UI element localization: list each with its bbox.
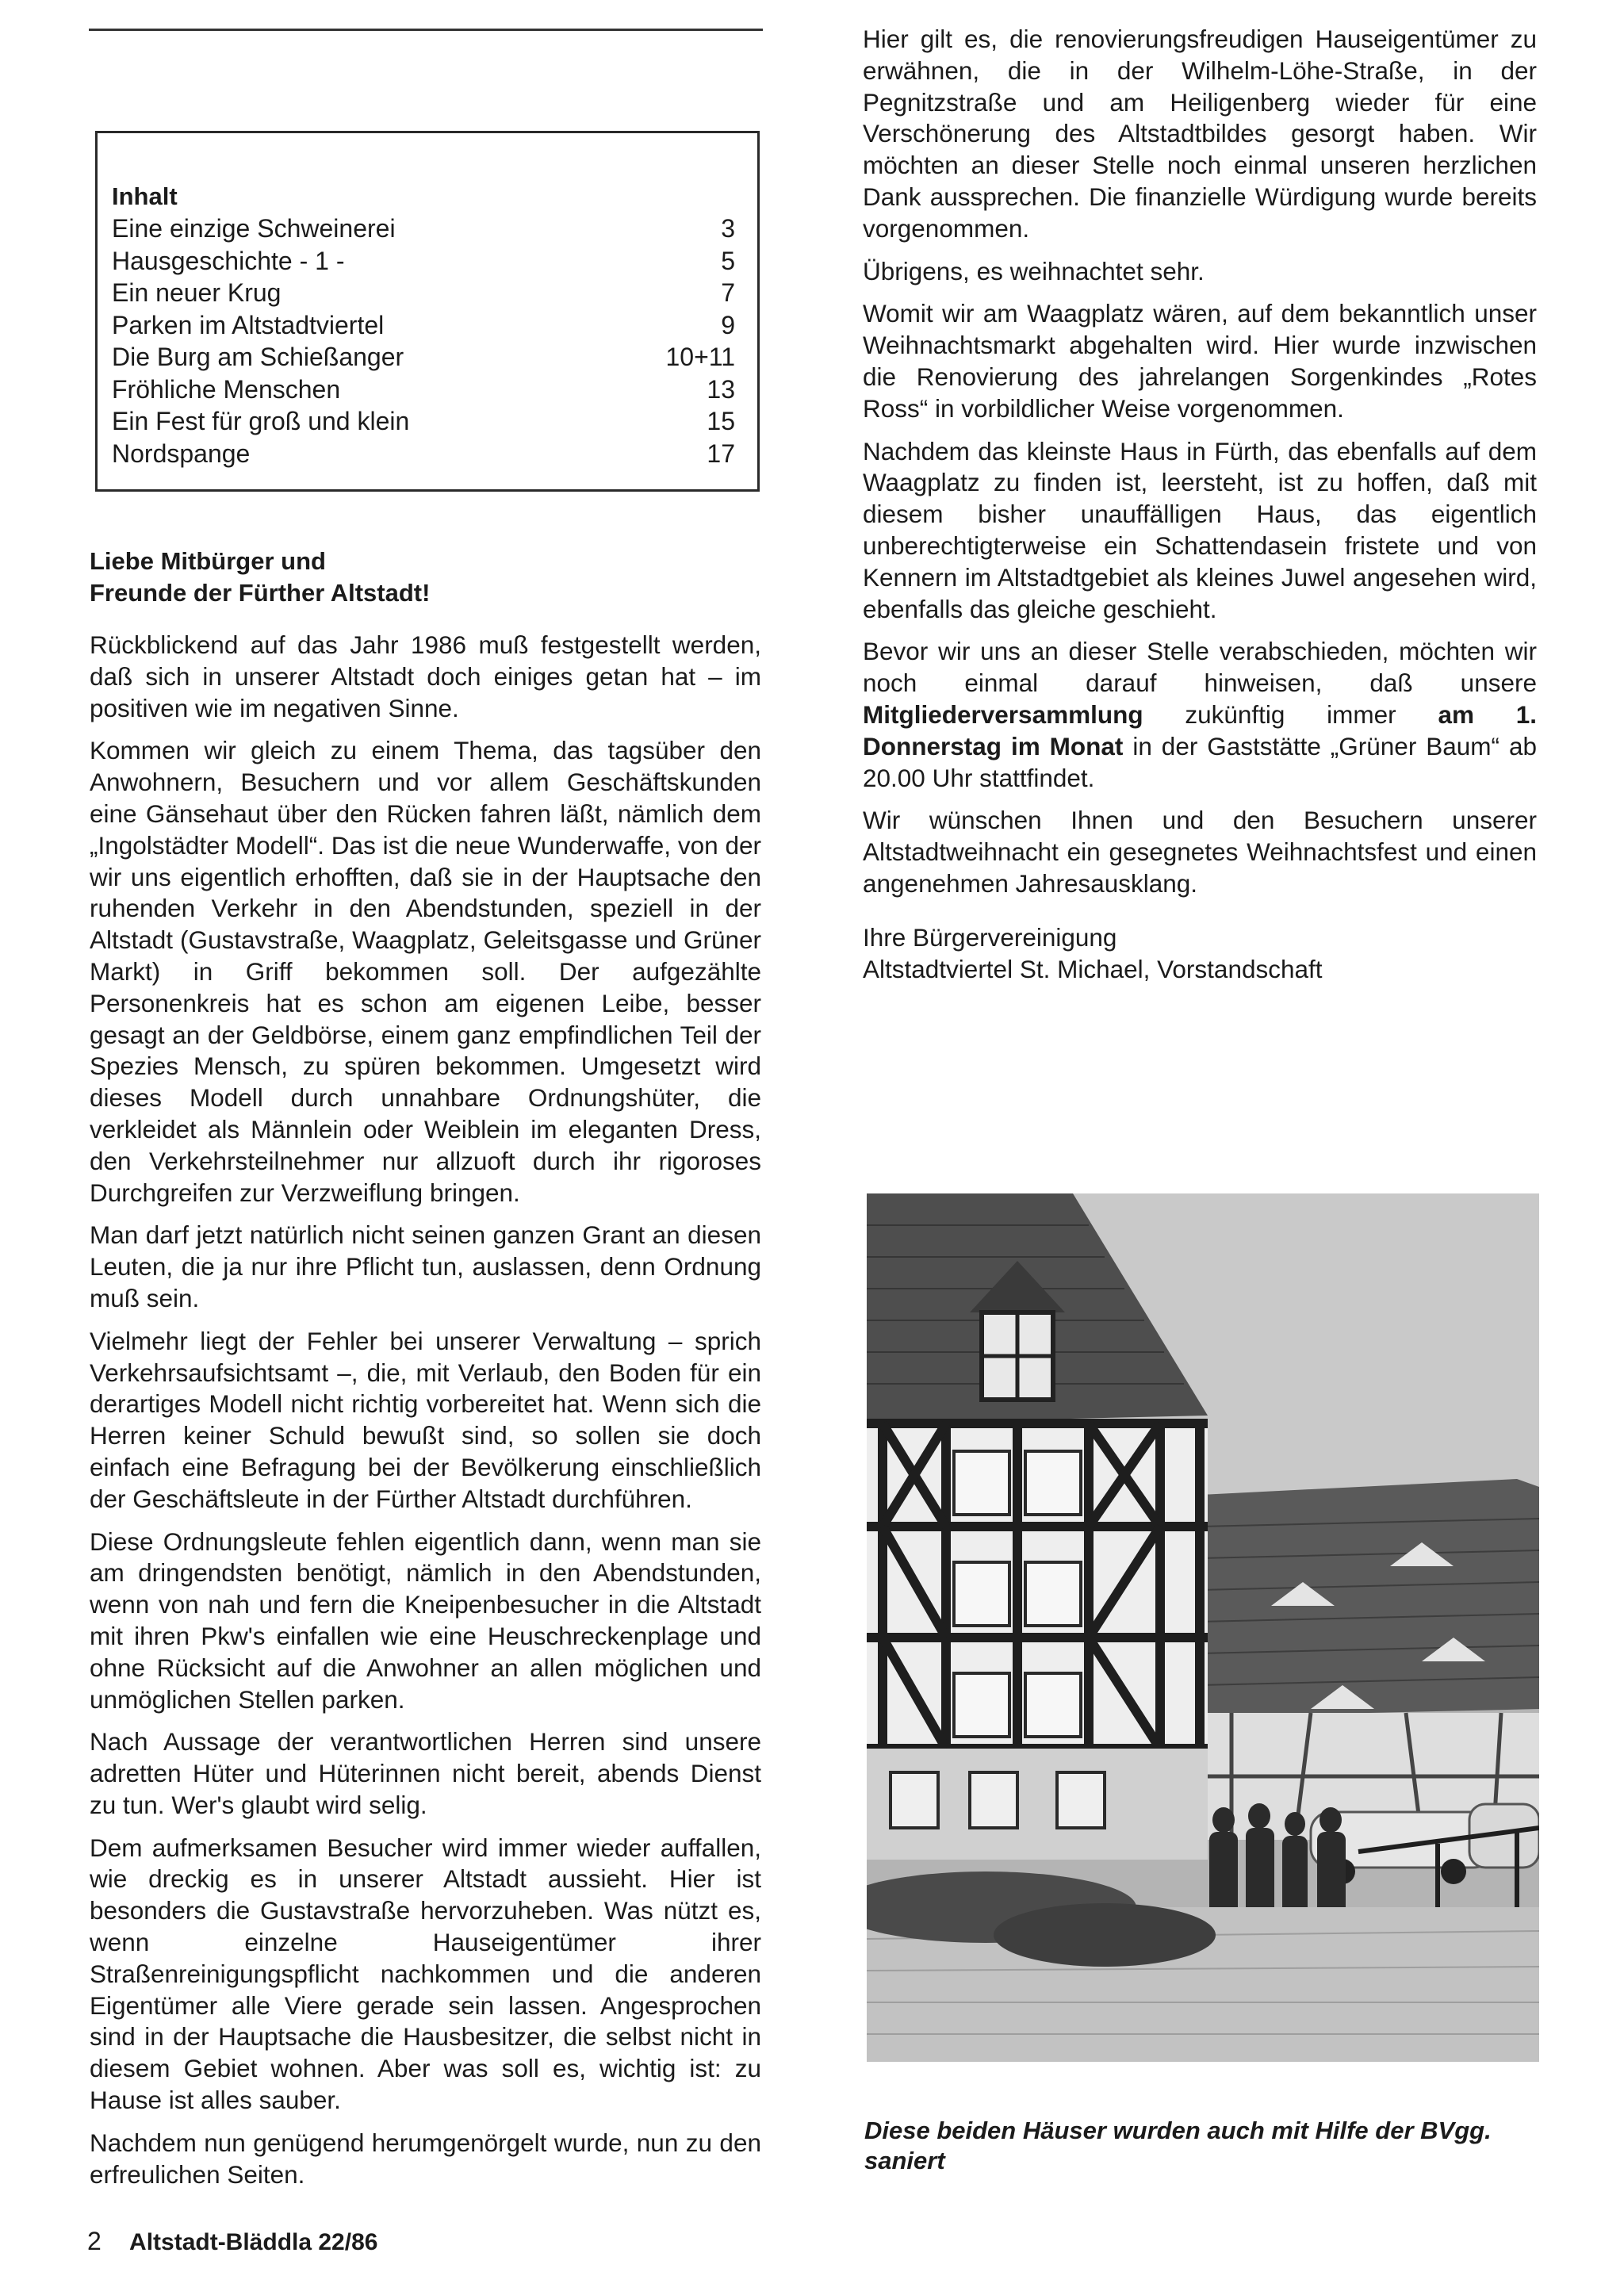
toc-item-label: Nordspange [112,439,251,468]
houses-photo [867,1193,1539,2062]
toc-item [112,245,735,278]
toc-item-label: Ein Fest für groß und klein [112,407,410,435]
toc-item [112,277,735,309]
meeting-text: Bevor wir uns an dieser Stelle verabschieden, möchten wir noch einmal darauf hinweisen, daß unsere [863,637,1537,698]
toc-item-page: 3 [721,214,735,243]
toc-item-label: Die Burg am Schießanger [112,343,404,371]
paragraph: Womit wir am Waagplatz wären, auf dem bekanntlich unser Weihnachtsmarkt abgehalten wird. Hier wurde inzwischen die Renovierung des jahrelangen Sorgenkindes „Rotes Ross“ in vorbildlicher Weise vorgenommen. [863,299,1537,423]
table-of-contents [95,131,760,492]
paragraph: Nachdem nun genügend herumgenörgelt wurde, nun zu den erfreulichen Seiten. [90,2128,761,2189]
toc-title: Inhalt [112,182,178,210]
toc-item [112,341,735,374]
photo-caption: Diese beiden Häuser wurden auch mit Hilfe der BVgg. saniert [864,2117,1492,2174]
signature-line-2: Altstadtviertel St. Michael, Vorstandschaft [863,954,1323,983]
toc-item-page: 7 [721,278,735,307]
toc-item [112,438,735,470]
toc-item-page: 13 [707,374,735,404]
toc-item [112,374,735,406]
greeting-line-2: Freunde der Fürther Altstadt! [90,579,431,607]
paragraph: Hier gilt es, die renovierungsfreudigen Hauseigentümer zu erwähnen, die in der Wilhelm-Löhe-Straße, in der Pegnitzstraße und am Heiligenberg wieder für eine Verschönerung des Altstadtbildes gesorgt haben. Wir möchten an dieser Stelle noch einmal unseren herzlichen Dank aussprechen. Die finanzielle Würdigung wurde bereits vorgenommen. [863,25,1537,243]
paragraph: Nach Aussage der verantwortlichen Herren sind unsere adretten Hüter und Hüterinnen nicht bereit, abends Dienst zu tun. Wer's glaubt wird selig. [90,1727,761,1819]
paragraph: Diese Ordnungsleute fehlen eigentlich dann, wenn man sie am dringendsten benötigt, nämlich in den Abendstunden, wenn von nah und fern die Kneipenbesucher in die Altstadt mit ihren Pkw's einfallen wie eine Heuschreckenplage und ohne Rücksicht auf die Anwohner an allen möglichen und unmöglichen Stellen parken. [90,1527,761,1714]
paragraph: Wir wünschen Ihnen und den Besuchern unserer Altstadtweihnacht ein gesegnetes Weihnachtsfest und einen angenehmen Jahresausklang. [863,806,1537,898]
toc-item-label: Fröhliche Menschen [112,374,341,404]
right-column [863,24,1537,996]
toc-item-page: 17 [707,439,735,468]
toc-item-label: Parken im Altstadtviertel [112,310,385,339]
greeting-line-1: Liebe Mitbürger und [90,547,326,575]
paragraph: Kommen wir gleich zu einem Thema, das tagsüber den Anwohnern, Besuchern und vor allem Geschäftskunden eine Gänsehaut über den Rücken fahren läßt, nämlich dem „Ingolstädter Modell“. Das ist die neue Wunderwaffe, von der wir uns eigentlich erhofften, daß sie in der Hauptsache den ruhenden Verkehr in den Abendstunden, speziell in der Altstadt (Gustavstraße, Waagplatz, Geleitsgasse und Grüner Markt) in Griff bekommen soll. Der aufgezählte Personenkreis hat es schon am eigenen Leibe, besser gesagt an der Geldbörse, einem ganz empfindlichen Teil der Spezies Mensch, zu spüren bekommen. Umgesetzt wird dieses Modell durch unnahbare Ordnungshüter, die verkleidet als Männlein oder Weiblein im eleganten Dress, den Verkehrsteilnehmer nur allzuoft durch ihr rigoroses Durchgreifen zur Verzweiflung bringen. [90,736,761,1207]
paragraph: Dem aufmerksamen Besucher wird immer wieder auffallen, wie dreckig es in unserer Altstadt aussieht. Hier ist besonders die Gustavstraße hervorzuheben. Was nützt es, wenn einzelne Hauseigentümer ihrer Straßenreinigungspflicht nachkommen und die anderen Eigentümer alle Viere gerade sein lassen. Angesprochen sind in der Hauptsache die Hausbesitzer, die selbst nicht in diesem Gebiet wohnen. Aber was soll es, wichtig ist: zu Hause ist alles sauber. [90,1833,761,2115]
signature-line-1: Ihre Bürgervereinigung [863,922,1117,952]
toc-item-page: 10+11 [665,343,735,371]
toc-item-label: Ein neuer Krug [112,278,282,307]
toc-item [112,309,735,342]
paragraph: Übrigens, es weihnachtet sehr. [863,256,1205,285]
toc-item-page: 5 [721,246,735,275]
meeting-text: in der Gaststätte „Grüner Baum“ ab 20.00 Uhr stattfindet. [863,731,1538,792]
houses-illustration [867,1193,1539,2062]
toc-item [112,213,735,245]
meeting-emphasis: Mitgliederversammlung [863,699,1143,729]
page-footer [87,2227,377,2256]
paragraph: Rückblickend auf das Jahr 1986 muß festgestellt werden, daß sich in unserer Altstadt doch einiges getan hat – im positiven wie im negativen Sinne. [90,630,761,722]
toc-item-page: 15 [707,407,735,435]
top-rule [89,29,763,31]
meeting-date: am 1. Donnerstag im Monat [863,699,1537,760]
greeting [90,546,761,609]
toc-item-label: Hausgeschichte - 1 - [112,246,345,275]
meeting-text: zukünftig immer [1143,699,1438,729]
paragraph: Nachdem das kleinste Haus in Fürth, das ebenfalls auf dem Waagplatz zu finden ist, leersteht, ist zu hoffen, daß mit diesem bisher unauffälligen Haus, das eigentlich unberechtigterweise ein Schattendasein fristete und von Kennern im Altstadtgebiet als kleines Juwel angesehen wird, ebenfalls das gleiche geschieht. [863,436,1537,623]
left-column [90,546,761,2201]
toc-item-page: 9 [721,310,735,339]
paragraph: Man darf jetzt natürlich nicht seinen ganzen Grant an diesen Leuten, die ja nur ihre Pflicht tun, auslassen, denn Ordnung muß sein. [90,1220,761,1312]
toc-item-label: Eine einzige Schweinerei [112,214,396,243]
publication-title: Altstadt-Bläddla 22/86 [129,2229,378,2255]
page-number: 2 [87,2227,102,2255]
toc-item [112,405,735,438]
signature [863,922,1537,986]
paragraph-meeting [863,636,1537,794]
paragraph: Vielmehr liegt der Fehler bei unserer Verwaltung – sprich Verkehrsaufsichtsamt –, die, mit Verlaub, den Boden für ein derartiges Modell nicht richtig vorbereitet hat. Wenn sich die Herren keiner Schuld bewußt sind, so sollen sie doch einfach eine Befragung bei der Bevölkerung einschließlich der Geschäftsleute in der Fürther Altstadt durchführen. [90,1326,761,1513]
